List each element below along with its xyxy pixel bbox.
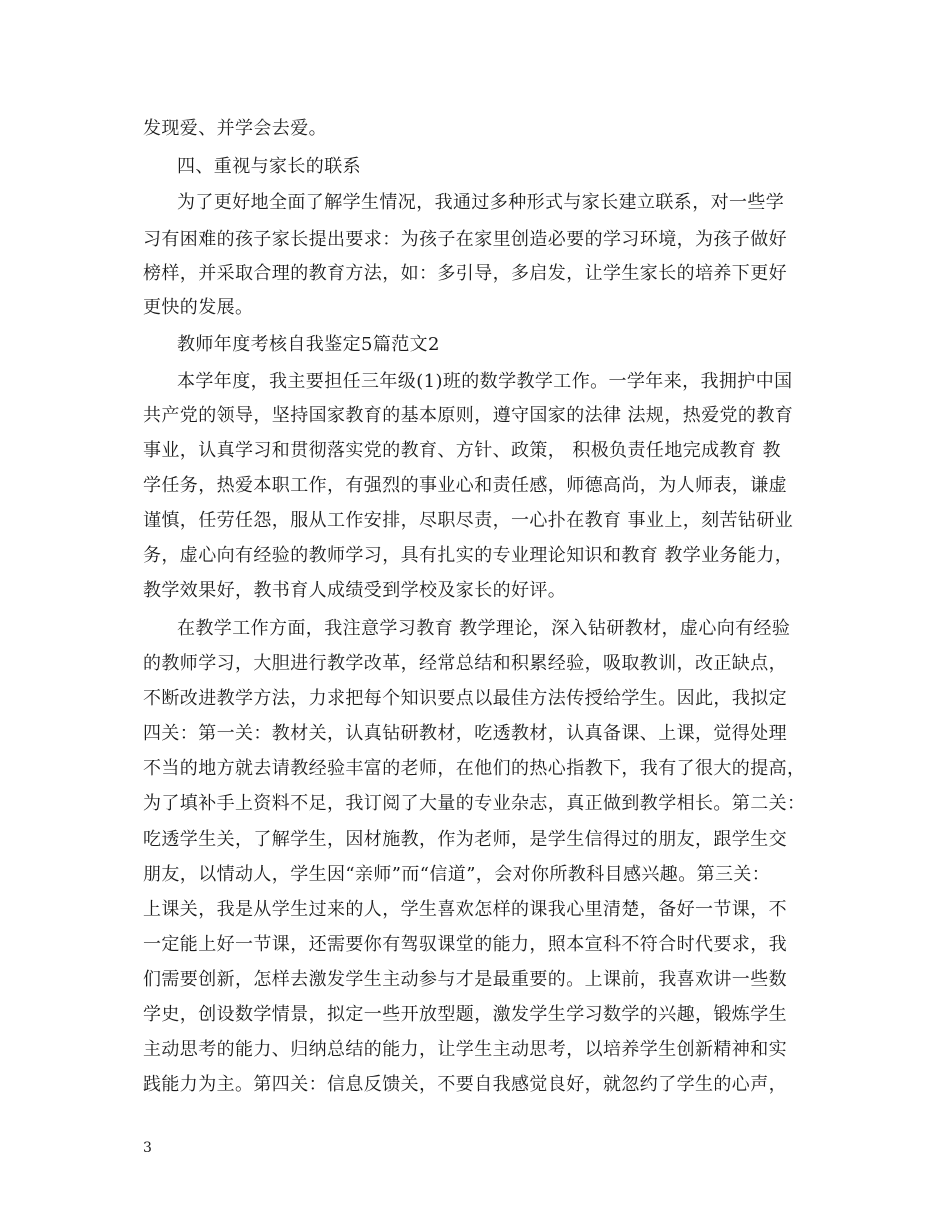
text-line: 学史，创设数学情景，拟定一些开放型题，激发学生学习数学的兴趣，锻炼学生 <box>143 1004 787 1025</box>
text-line: 不当的地方就去请教经验丰富的老师，在他们的热心指教下，我有了很大的提高， <box>143 758 806 779</box>
text-line: 四关：第一关：教材关，认真钻研教材，吃透教材，认真备课、上课，觉得处理 <box>143 723 787 744</box>
text-line: 在教学工作方面，我注意学习教育 教学理论，深入钻研教材，虚心向有经验 <box>177 618 791 639</box>
text-line: 的教师学习，大胆进行教学改革，经常总结和积累经验，吸取教训，改正缺点， <box>143 653 787 674</box>
text-line: 上课关，我是从学生过来的人，学生喜欢怎样的课我心里清楚，备好一节课，不 <box>143 899 787 920</box>
text-line: 朋友，以情动人，学生因“亲师”而“信道”，会对你所教科目感兴趣。第三关： <box>143 864 771 885</box>
text-line: 不断改进教学方法，力求把每个知识要点以最佳方法传授给学生。因此，我拟定 <box>143 688 787 709</box>
section-heading: 四、重视与家长的联系 <box>177 156 361 177</box>
page-number: 3 <box>143 1140 152 1156</box>
text-line: 践能力为主。第四关：信息反馈关，不要自我感觉良好，就忽约了学生的心声， <box>143 1074 787 1095</box>
text-line: 更快的发展。 <box>143 297 254 318</box>
article-title: 教师年度考核自我鉴定5篇范文2 <box>177 334 440 355</box>
text-line: 们需要创新，怎样去激发学生主动参与才是最重要的。上课前，我喜欢讲一些数 <box>143 969 787 990</box>
text-line: 一定能上好一节课，还需要你有驾驭课堂的能力，照本宣科不符合时代要求，我 <box>143 934 787 955</box>
text-line: 共产党的领导，坚持国家教育的基本原则，遵守国家的法律 法规，热爱党的教育 <box>143 405 794 426</box>
text-line: 学任务，热爱本职工作，有强烈的事业心和责任感，师德高尚，为人师表，谦虚 <box>143 475 787 496</box>
text-line: 发现爱、并学会去爱。 <box>143 118 327 139</box>
text-line: 习有困难的孩子家长提出要求：为孩子在家里创造必要的学习环境，为孩子做好 <box>143 229 787 250</box>
text-line: 事业，认真学习和贯彻落实党的教育、方针、政策， 积极负责任地完成教育 教 <box>143 440 781 461</box>
text-line: 吃透学生关，了解学生，因材施教，作为老师，是学生信得过的朋友，跟学生交 <box>143 829 787 850</box>
text-line: 主动思考的能力、归纳总结的能力，让学生主动思考，以培养学生创新精神和实 <box>143 1039 787 1060</box>
text-line: 榜样，并采取合理的教育方法，如：多引导，多启发，让学生家长的培养下更好 <box>143 263 787 284</box>
text-line: 务，虚心向有经验的教师学习，具有扎实的专业理论知识和教育 教学业务能力， <box>143 545 794 566</box>
text-line: 教学效果好，教书育人成绩受到学校及家长的好评。 <box>143 580 567 601</box>
text-line: 本学年度，我主要担任三年级(1)班的数学教学工作。一学年来，我拥护中国 <box>177 371 793 392</box>
text-line: 为了更好地全面了解学生情况，我通过多种形式与家长建立联系，对一些学 <box>177 192 785 213</box>
text-line: 谨慎，任劳任怨，服从工作安排，尽职尽责，一心扑在教育 事业上，刻苦钻研业 <box>143 510 794 531</box>
text-line: 为了填补手上资料不足，我订阅了大量的专业杂志，真正做到教学相长。第二关： <box>143 793 806 814</box>
